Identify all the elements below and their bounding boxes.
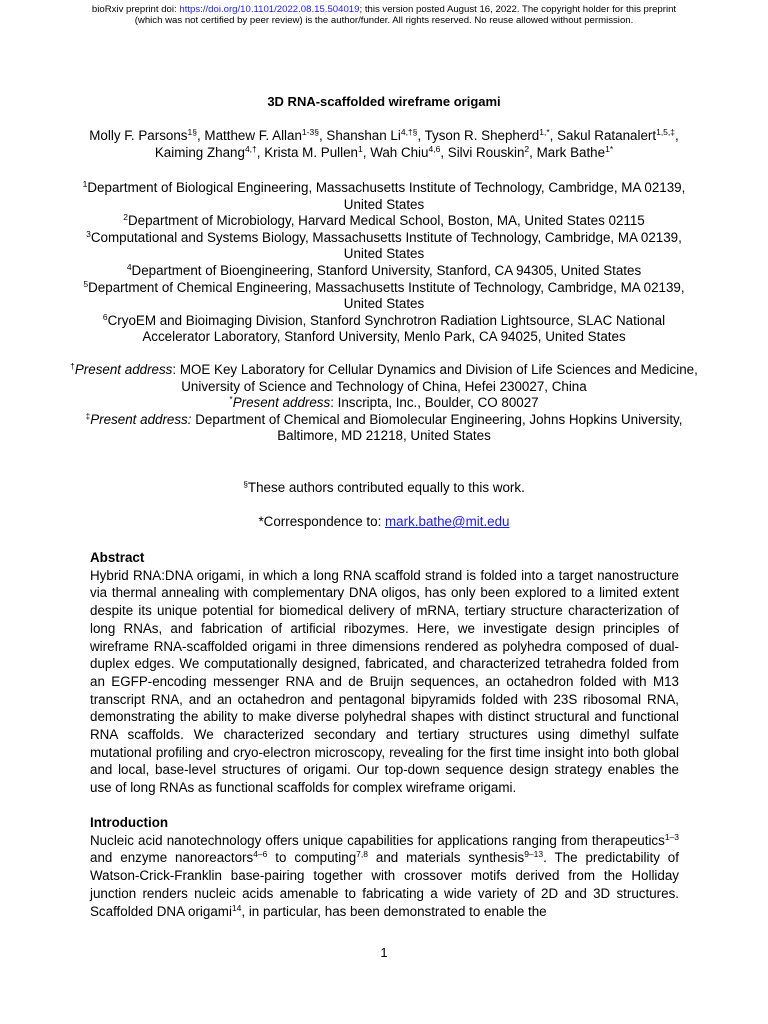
header-line-2: (which was not certified by peer review) is the author/funder. All rights reserved. No reuse allowed without permission. <box>134 15 634 26</box>
intro-ref-5: 14 <box>231 902 242 913</box>
introduction-text <box>90 832 679 921</box>
author-affiliation-mark: 1§ <box>187 127 197 137</box>
intro-ref-2: 4–6 <box>253 849 268 860</box>
intro-ref-1: 1–3 <box>664 831 679 842</box>
correspondence-label: *Correspondence to: <box>258 514 386 529</box>
present-address-text: : MOE Key Laboratory for Cellular Dynamics and Division of Life Sciences and Medicine, University of Science and Technology of China, Hefei 230027, China <box>172 362 698 394</box>
author-line: Molly F. Parsons$^{1\S}$, Matthew F. Allan$^{1-3\S}$, Shanshan $Li^{4,\dagger\S}$, Tyson R. Shepherd$^{1,*}$, Sakul Ratanalert$^{1,5,\ddagger}$, Kaiming Zhang$^{4,\dagger}$, Krista M. Pullen$^1$, Wah Chiu$^{4,6}$, Silvi Rouskin$^2$, Mark Bathe$^{1*}$ <box>89 127 679 160</box>
author-name: Krista M. Pullen <box>264 144 358 160</box>
present-address-text: Department of Chemical and Biomolecular Engineering, Johns Hopkins University, Baltimore, MD 21218, United States <box>191 411 683 444</box>
affiliation-text: Department of Microbiology, Harvard Medical School, Boston, MA, United States 02115 <box>127 213 645 229</box>
doi-link[interactable]: https://doi.org/10.1101/2022.08.15.504019 <box>179 4 360 15</box>
affiliation-item <box>70 313 698 346</box>
present-address-mark: ‡ <box>85 410 91 421</box>
present-address-label: Present address <box>74 362 173 377</box>
author-affiliation-mark: 1-3§ <box>301 127 319 137</box>
present-address-list <box>70 362 698 445</box>
introduction-section <box>90 814 679 920</box>
affiliation-text: Computational and Systems Biology, Massachusetts Institute of Technology, Cambridge, MA 02139, United States <box>90 229 682 262</box>
introduction-heading: Introduction <box>90 815 169 830</box>
author-affiliation-mark: 4,† <box>244 143 257 154</box>
author-affiliation-mark: 1,* <box>539 127 550 137</box>
equal-contribution-text: These authors contributed equally to this work. <box>247 480 525 495</box>
author-name: Matthew F. Allan <box>204 128 302 143</box>
intro-text-2: and enzyme nanoreactors <box>90 850 254 866</box>
intro-text-6: , in particular, has been demonstrated to enable the <box>241 903 547 919</box>
present-address-item <box>70 362 698 395</box>
correspondence-note <box>70 514 698 531</box>
preprint-header <box>0 4 768 26</box>
intro-text-1: Nucleic acid nanotechnology offers unique capabilities for applications ranging from therapeutics <box>90 832 665 848</box>
page-number: 1 <box>380 945 388 960</box>
intro-ref-4: 9–13 <box>524 849 544 860</box>
present-address-label: Present address <box>232 395 331 411</box>
author-name: Molly F. Parsons <box>89 128 188 143</box>
intro-text-5: . The predictability of Watson-Crick-Franklin base-pairing together with crossover motifs derived from the Holliday junction renders nucleic acids amenable to fabricating a wide variety of 2D and 3D structures. Scaffolded DNA origami <box>90 850 679 919</box>
author-affiliation-mark: 1 <box>358 143 363 154</box>
affiliation-item <box>70 230 698 263</box>
abstract-text: Hybrid RNA:DNA origami, in which a long RNA scaffold strand is folded into a target nanostructure via thermal annealing with complementary DNA oligos, has only been explored to a limited extent despite its unique potential for biomedical delivery of mRNA, tertiary structure characterization of long RNAs, and fabrication of artificial ribozymes. Here, we investigate design principles of wireframe RNA-scaffolded origami in three dimensions rendered as polyhedra composed of dual-duplex edges. We computationally designed, fabricated, and characterized tetrahedra folded from an EGFP-encoding messenger RNA and de Bruijn sequences, an octahedron folded with M13 transcript RNA, and an octahedron and pentagonal bipyramids folded with 23S ribosomal RNA, demonstrating the ability to make diverse polyhedral shapes with distinct structural and functional RNA scaffolds. We characterized secondary and tertiary structures using dimethyl sulfate mutational profiling and cryo-electron microscopy, revealing for the first time insight into both global and local, base-level structures of origami. Our top-down sequence design strategy enables the use of long RNAs as functional scaffolds for complex wireframe origami. <box>90 567 679 796</box>
author-affiliation-mark: 2 <box>524 143 530 154</box>
intro-ref-3: 7,8 <box>356 849 368 860</box>
affiliation-text: CryoEM and Bioimaging Division, Stanford Synchrotron Radiation Lightsource, SLAC National Accelerator Laboratory, Stanford University, Menlo Park, CA 94025, United States <box>107 312 666 345</box>
equal-contribution-note <box>70 480 698 497</box>
abstract-heading: Abstract <box>90 550 145 565</box>
affiliation-list <box>70 180 698 346</box>
affiliation-number: 6 <box>102 311 108 322</box>
author-affiliation-mark: 4,†§ <box>400 127 418 137</box>
affiliation-number: 5 <box>83 278 89 289</box>
author-list <box>70 128 698 161</box>
affiliation-text: Department of Chemical Engineering, Massachusetts Institute of Technology, Cambridge, MA 02139, United States <box>88 279 685 312</box>
header-prefix: bioRxiv preprint doi: <box>91 4 180 15</box>
author-name: Kaiming Zhang <box>154 144 245 160</box>
author-name: Silvi Rouskin <box>447 144 525 160</box>
abstract-section <box>90 549 679 797</box>
author-name: Mark Bathe <box>536 144 606 160</box>
paper-title: 3D RNA-scaffolded wireframe origami <box>267 94 501 109</box>
present-address-label: Present address: <box>90 411 192 427</box>
author-name: Shanshan Li <box>326 128 401 143</box>
header-suffix: ; this version posted August 16, 2022. The copyright holder for this preprint <box>359 4 677 15</box>
author-name: Sakul Ratanalert <box>557 128 657 143</box>
affiliation-number: 3 <box>86 228 91 239</box>
affiliation-item <box>70 213 698 230</box>
author-name: Tyson R. Shepherd <box>424 128 540 143</box>
affiliation-item <box>70 280 698 313</box>
affiliation-text: Department of Bioengineering, Stanford University, Stanford, CA 94305, United States <box>131 262 642 278</box>
author-name: Wah Chiu <box>370 144 429 160</box>
affiliation-number: 2 <box>123 212 128 223</box>
present-address-mark: † <box>70 361 75 371</box>
author-affiliation-mark: 1,5,‡ <box>656 127 675 137</box>
affiliation-item <box>70 263 698 280</box>
intro-text-4: and materials synthesis <box>367 850 525 866</box>
author-affiliation-mark: 1* <box>605 143 614 154</box>
correspondence-email-link[interactable]: mark.bathe@mit.edu <box>385 514 510 529</box>
present-address-item <box>70 412 698 445</box>
affiliation-number: 1 <box>82 179 88 189</box>
present-address-text: : Inscripta, Inc., Boulder, CO 80027 <box>330 395 539 411</box>
affiliation-number: 4 <box>126 261 132 272</box>
intro-text-3: to computing <box>267 850 357 866</box>
present-address-item <box>70 395 698 412</box>
affiliation-item <box>70 180 698 213</box>
equal-contribution-mark: § <box>243 479 248 489</box>
header-line-1 <box>0 4 768 15</box>
affiliation-text: Department of Biological Engineering, Massachusetts Institute of Technology, Cambridge, MA 02139, United States <box>87 180 686 212</box>
author-affiliation-mark: 4,6 <box>428 143 441 154</box>
present-address-mark: * <box>229 394 233 405</box>
